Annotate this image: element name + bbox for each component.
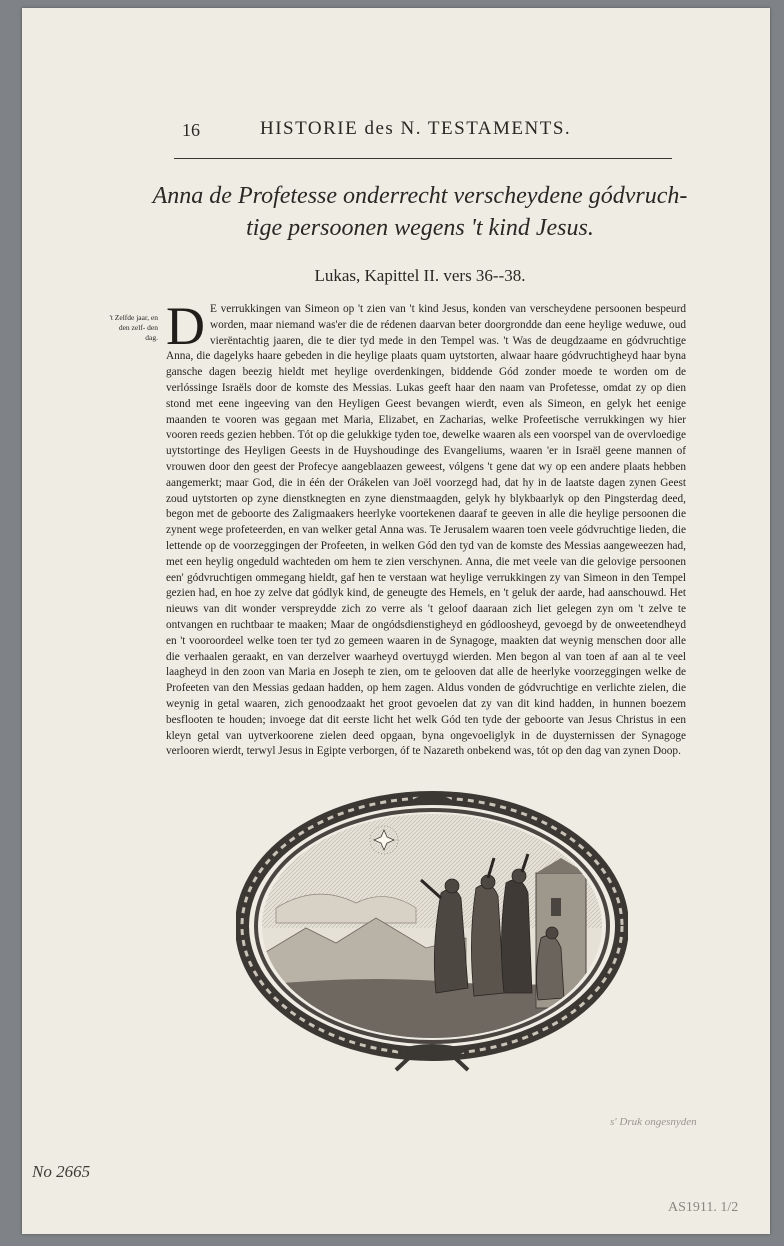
header-rule xyxy=(174,158,672,159)
engraving-illustration xyxy=(236,788,628,1074)
call-number: AS1911. 1/2 xyxy=(668,1200,739,1215)
page-number: 16 xyxy=(182,120,200,140)
chapter-title xyxy=(150,180,690,244)
page-header xyxy=(182,116,612,144)
margin-note: 't Zelfde jaar, en den zelf- den dag. xyxy=(109,313,158,342)
chapter-title-line: tige persoonen wegens 't kind Jesus. xyxy=(246,215,594,241)
inventory-number: No 2665 xyxy=(32,1162,91,1181)
chapter-title-line: Anna de Profetesse onderrecht verscheydene gódvruch- xyxy=(152,183,688,209)
body-paragraph: E verrukkingen van Simeon op 't zien van 't kind Jesus, konden van verscheydene persoonen bespeurd worden, maar niemand was'er die de rédenen daarvan beter doorgrondde dan eene heylige weduwe, oud vierëntachtig jaaren, die te dier tyd mede in den Tempel was. 't Was de deugdzaame en gódvruchtige Anna, die dagelyks haare gebeden in die heylige plaats quam uytstorten, alwaar haare gódvruchtigheyd haar byna gansche dagen beezig hieldt met heylige overdenkingen, biddende Gód zonder moede te worden om de verlóssinge Israëls door de komste des Messias. Lukas geeft haar den naam van Profetesse, omdat zy op dien stond met eene ingeeving van den Heyligen Geest bevangen wierdt, even als Simeon, en gelyk het eenige maanden te vooren was gegaan met Maria, Elizabet, en Zacharias, welke Profeetische verrukkingen wy hier vooren reeds gezien hebben. Tót op die gelukkige tyden toe, dewelke waaren als een voorspel van de overvloedige uytstortinge des Heyligen Geests in de Huyshoudinge des Evangeliums, waaren 'er in Israël geene mannen of vrouwen door den geest der Profecye aangeblaazen geweest, vólgens 't gene dat wy op een andere plaats hebben aangemerkt; maar God, die in één der Orákelen van Joël voorzegd had, dat hy in de laatste dagen zynen Geest zoud uytstorten op zyne dienstknegten en zyne dienstmaagden, gelyk hy blykbaarlyk op den Pingsterdag deed, begon met de geboorte des Zaligmaakers heerlyke voortekenen daaraf te geeven in alle die heylige persoonen die zynent wege profeteerden, en van welker getal Anna was. Te Jerusalem waaren toen veele gódvruchtige lieden, die lettende op de voorzeggingen der Profeeten, in welken Gód den tyd van de komste des Messias aangeweezen had, met een heylig ongeduld wachteden om hem te zien verschynen. Anna, die met veele van die gelovige persoonen een' gódvruchtigen ommegang hieldt, gaf hen te verstaan wat heylige verrukkingen zy van Simeon in den Tempel gezien had, en hoe zy zelve dat gódlyk kind, de geneugte des Hemels, en 't geluk der aarde, had aanschouwd. Het nieuws van dit wonder verspreydde zich zo verre als 't geloof daaraan zich liet gelegen zyn om 't zelve te ontvangen en ruchtbaar te maaken; Maar de ongódsdienstigheyd en gódloosheyd, gevoegd by de onweetendheyd en 't vooroordeel welke toen ter tyd zo gemeen waaren in de Synagoge, maakten dat weynig menschen door alle die verhaalen geraakt, en van derzelver waarheyd overtuygd wierden. Men begon al van toen af aan al te veel laagheyd in den zoon van Maria en Joseph te zien, om te gelooven dat alle de heerlyke voorzeggingen welke de Profeeten van den Messias gedaan hadden, op hem zagen. Aldus vonden de gódvruchtige en verlichte zielen, die weynig in getal waaren, zich genoodzaakt het groot gevoelen dat zy van dit kind hadden, in hunnen boezem besflooten te houden; invoege dat dit eerste licht het welk Gód ten tyde der geboorte van Jesus Christus in een kleyn getal van uytverkoorene zielen deed opgaan, byna ongevoeliglyk in de duysternissen der Synagoge verlooren wierdt, terwyl Jesus in Egipte verborgen, óf te Nazareth onbekend was, tót op den dag van zynen Doop. xyxy=(166,303,686,758)
scripture-reference: Lukas, Kapittel II. vers 36--38. xyxy=(314,266,526,285)
pencil-note: s' Druk ongesnyden xyxy=(610,1116,697,1128)
body-text xyxy=(166,302,686,772)
drop-cap: D xyxy=(166,302,205,356)
running-title: HISTORIE des N. TESTAMENTS. xyxy=(260,118,572,139)
